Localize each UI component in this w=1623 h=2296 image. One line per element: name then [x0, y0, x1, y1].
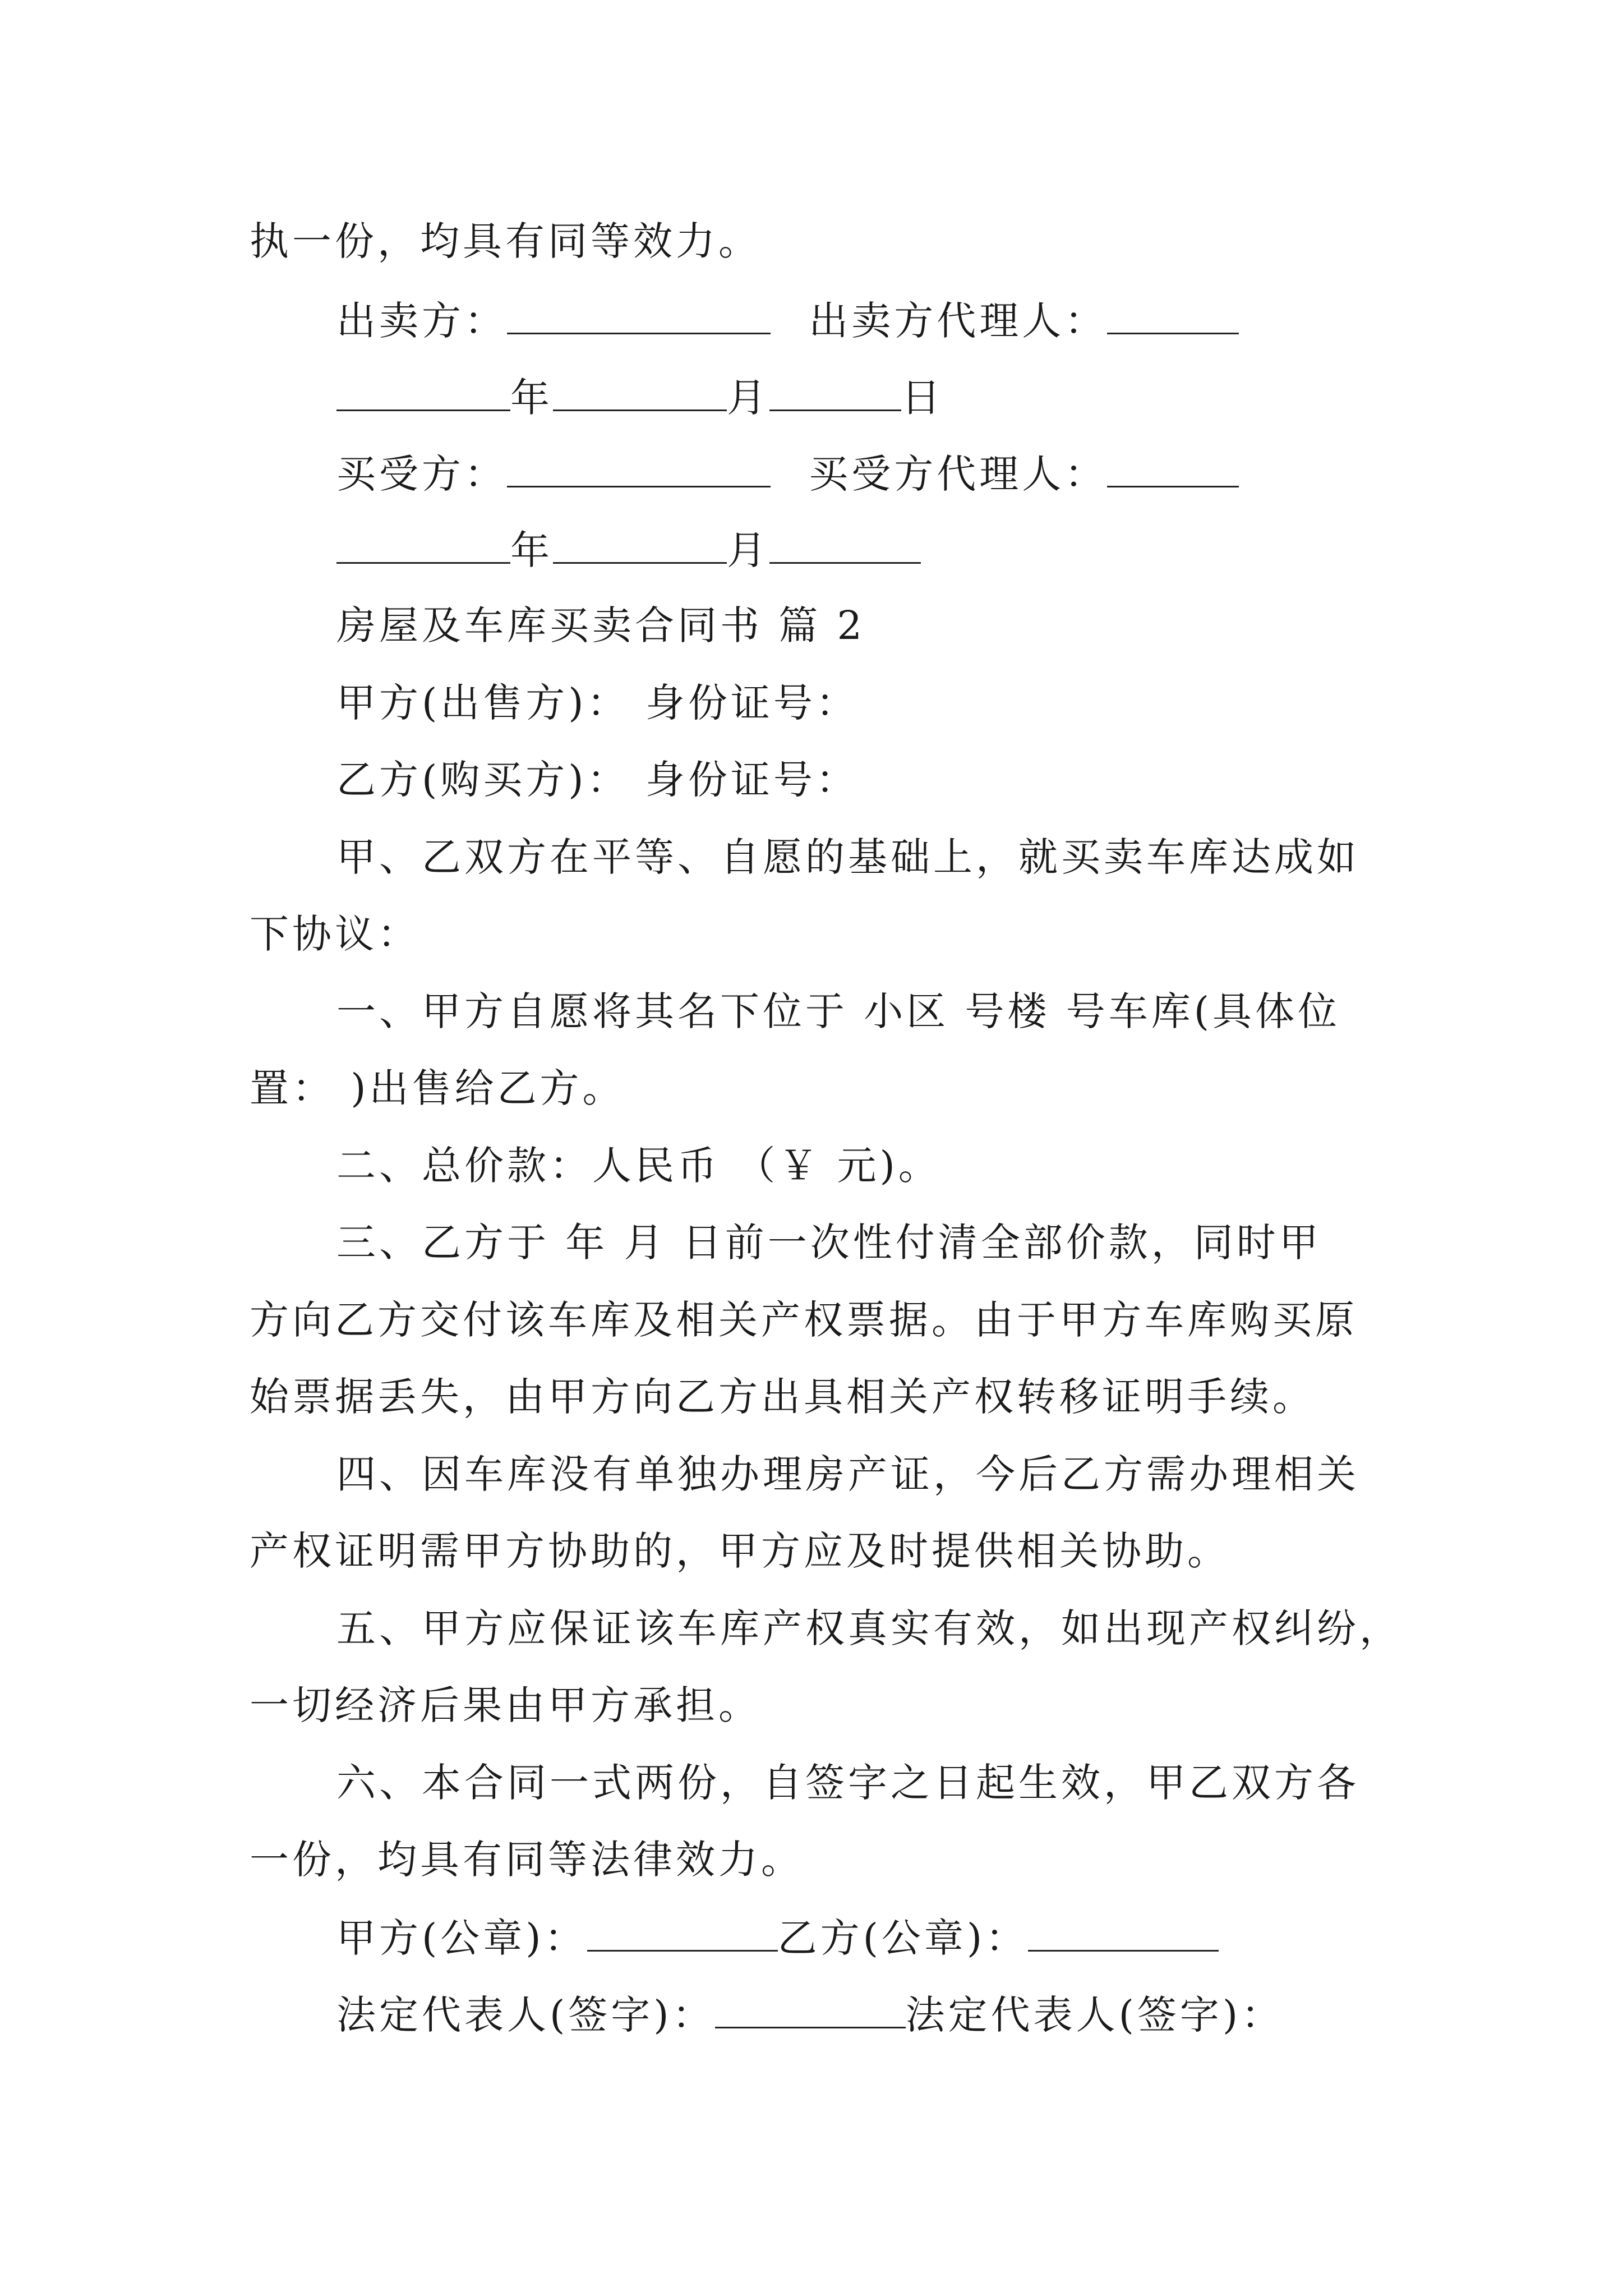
text-line: 甲方(出售方)： 身份证号： [336, 680, 859, 726]
legal-rep-a-blank [715, 1994, 906, 2028]
seller-agent-label: 出卖方代理人： [809, 298, 1108, 344]
text-line: 六、本合同一式两份，自签字之日起生效，甲乙双方各 [336, 1760, 1359, 1806]
buyer-agent-blank [1107, 453, 1239, 487]
seller-blank [507, 300, 771, 334]
day-label: 日 [901, 375, 944, 421]
buyer-agent-label: 买受方代理人： [809, 451, 1108, 497]
seller-date-line [336, 375, 944, 421]
year-blank [336, 377, 510, 411]
year-label: 年 [510, 375, 553, 421]
party-b-seal-blank [1028, 1917, 1219, 1952]
section-heading: 房屋及车库买卖合同书 篇 2 [336, 602, 866, 648]
seal-line [336, 1915, 1219, 1961]
month-label: 月 [727, 375, 769, 421]
month-label: 月 [727, 527, 769, 573]
legal-rep-a-label: 法定代表人(签字)： [336, 1992, 715, 2038]
seller-signature-line [336, 298, 1239, 344]
party-a-seal-blank [587, 1917, 778, 1952]
text-line: 一、甲方自愿将其名下位于 小区 号楼 号车库(具体位 [336, 988, 1341, 1034]
year-blank [336, 530, 510, 564]
text-line: 方向乙方交付该车库及相关产权票据。由于甲方车库购买原 [250, 1297, 1358, 1343]
buyer-label: 买受方： [336, 451, 507, 497]
text-line: 三、乙方于 年 月 日前一次性付清全部价款，同时甲 [336, 1220, 1322, 1266]
month-blank [553, 377, 727, 411]
text-line: 一切经济后果由甲方承担。 [250, 1682, 761, 1728]
month-blank [553, 530, 727, 564]
text-line: 一份，均具有同等法律效力。 [250, 1837, 804, 1883]
text-line: 置： )出售给乙方。 [250, 1065, 625, 1111]
buyer-signature-line [336, 451, 1239, 497]
text-line: 五、甲方应保证该车库产权真实有效，如出现产权纠纷， [336, 1605, 1402, 1651]
text-line: 四、因车库没有单独办理房产证，今后乙方需办理相关 [336, 1451, 1359, 1497]
text-line: 乙方(购买方)： 身份证号： [336, 757, 859, 803]
seller-label: 出卖方： [336, 298, 507, 344]
legal-rep-line [336, 1992, 1284, 2038]
text-line: 下协议： [250, 911, 420, 957]
text-line: 执一份，均具有同等效力。 [250, 218, 761, 264]
party-b-seal-label: 乙方(公章)： [777, 1915, 1029, 1961]
day-blank [769, 530, 921, 564]
party-a-seal-label: 甲方(公章)： [336, 1915, 587, 1961]
seller-agent-blank [1107, 300, 1239, 334]
legal-rep-b-label: 法定代表人(签字)： [905, 1992, 1284, 2038]
year-label: 年 [510, 527, 553, 573]
text-line: 甲、乙双方在平等、自愿的基础上，就买卖车库达成如 [336, 834, 1359, 880]
buyer-date-line [336, 527, 921, 573]
text-line: 始票据丢失，由甲方向乙方出具相关产权转移证明手续。 [250, 1374, 1315, 1420]
buyer-blank [507, 453, 771, 487]
text-line: 产权证明需甲方协助的，甲方应及时提供相关协助。 [250, 1528, 1230, 1574]
day-blank [769, 377, 901, 411]
text-line: 二、总价款：人民币 （￥ 元)。 [336, 1143, 941, 1189]
